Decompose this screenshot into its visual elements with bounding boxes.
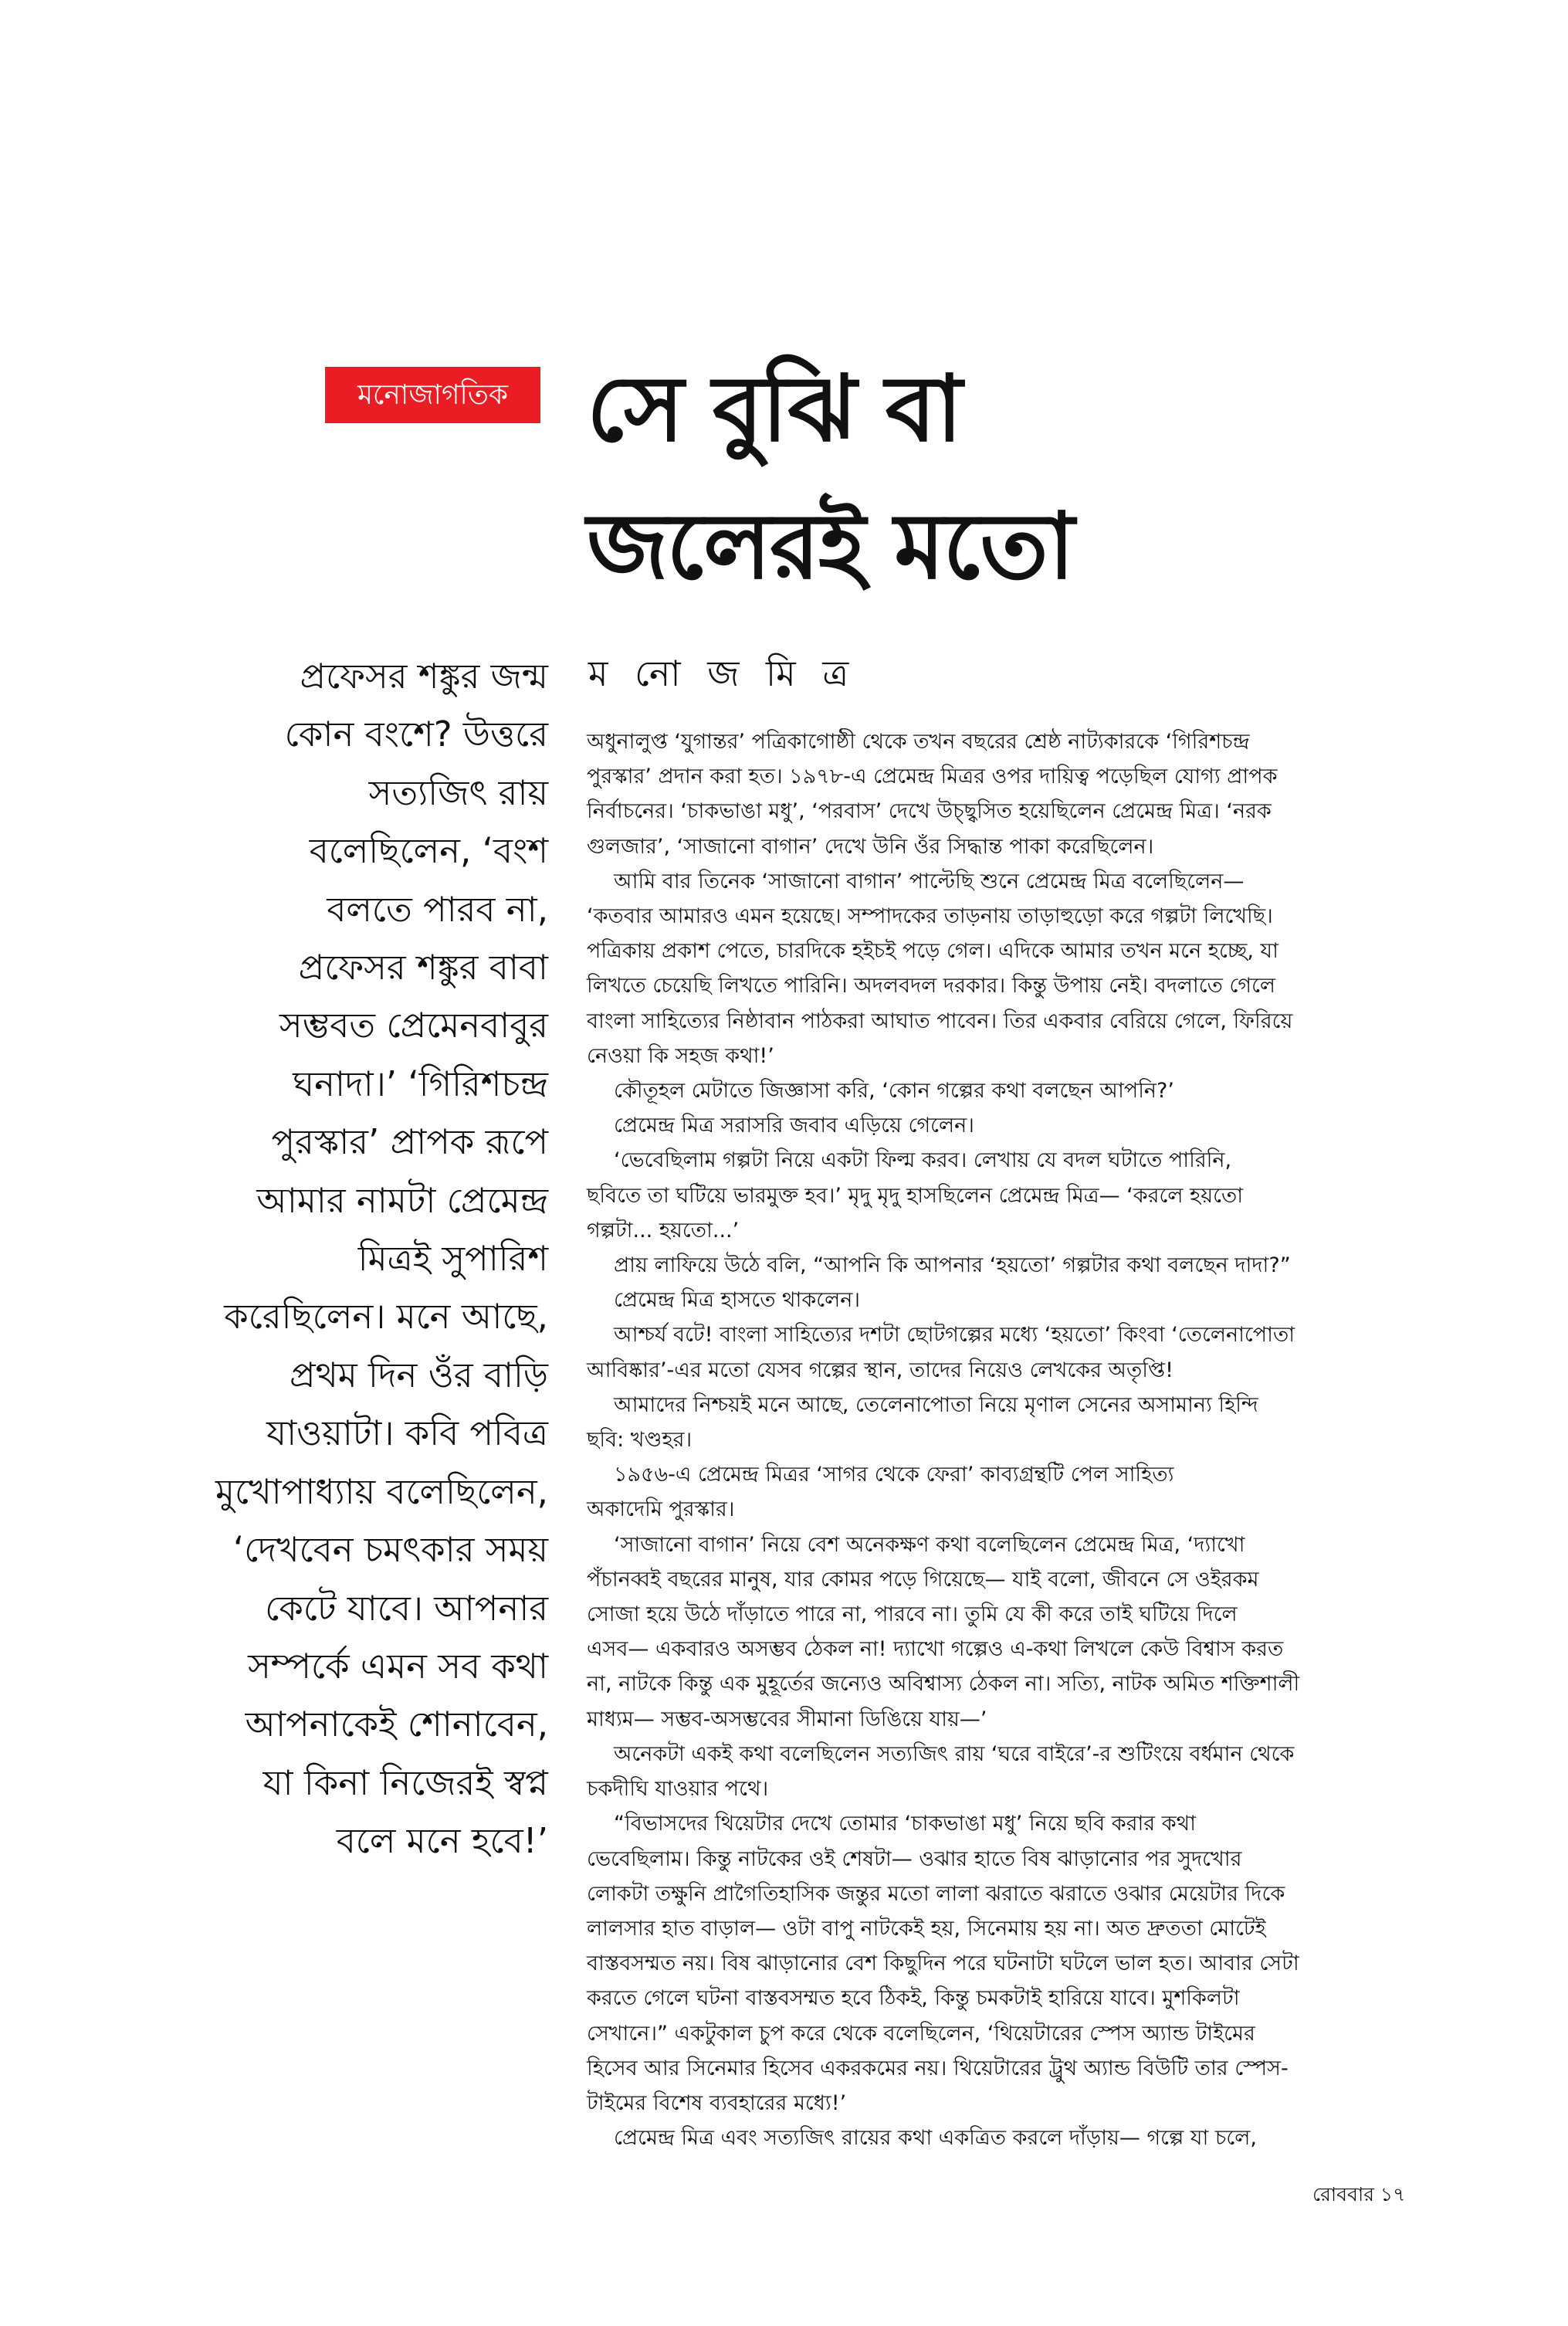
body-line: প্রায় লাফিয়ে উঠে বলি, “আপনি কি আপনার ‘হয়তো’ গল্পটার কথা বলছেন দাদা?” [614,1253,1291,1278]
section-label: মনোজাগতিক [325,367,540,423]
title-line-1: সে বুঝি বা [587,355,961,462]
body-line: অনেকটা একই কথা বলেছিলেন সত্যজিৎ রায় ‘ঘরে বাইরে’-র শুটিংয়ে বর্ধমান থেকে [614,1741,1295,1766]
body-line: করতে গেলে ঘটনা বাস্তবসম্মত হবে ঠিকই, কিন্তু চমকটাই হারিয়ে যাবে। মুশকিলটা [587,1986,1240,2011]
pull-quote-line: প্রফেসর শঙ্কুর জন্ম [300,656,548,697]
body-line: সেখানে।” একটুকাল চুপ করে থেকে বলেছিলেন, ‘থিয়েটারের স্পেস অ্যান্ড টাইমের [587,2021,1255,2046]
pull-quote-line: মুখোপাধ্যায় বলেছিলেন, [215,1470,548,1512]
body-line: পঁচানব্বই বছরের মানুষ, যার কোমর পড়ে গিয়েছে— যাই বলো, জীবনে সে ওইরকম [587,1567,1259,1592]
pull-quote-line: প্রফেসর শঙ্কুর বাবা [298,947,548,988]
body-line: চকদীঘি যাওয়ার পথে। [587,1777,769,1802]
pull-quote-line: আপনাকেই শোনাবেন, [245,1704,548,1745]
body-line: আশ্চর্য বটে! বাংলা সাহিত্যের দশটা ছোটগল্পের মধ্যে ‘হয়তো’ কিংবা ‘তেলেনাপোতা [614,1323,1295,1348]
body-line: ‘কতবার আমারও এমন হয়েছে। সম্পাদকের তাড়নায় তাড়াহুড়ো করে গল্পটা লিখেছি। [587,904,1273,929]
body-line: অধুনালুপ্ত ‘যুগান্তর’ পত্রিকাগোষ্ঠী থেকে তখন বছরের শ্রেষ্ঠ নাট্যকারকে ‘গিরিশচন্দ্র [587,730,1250,754]
pull-quote-line: পুরস্কার’ প্রাপক রূপে [271,1121,548,1163]
pull-quote-line: প্রথম দিন ওঁর বাড়ি [290,1354,548,1395]
pull-quote-line: মিত্রই সুপারিশ [357,1238,548,1280]
body-line: প্রেমেন্দ্র মিত্র সরাসরি জবাব এড়িয়ে গেলেন। [614,1114,974,1138]
author-byline: ম নো জ মি ত্র [588,653,857,694]
body-line: নেওয়া কি সহজ কথা!’ [587,1043,774,1068]
body-line: প্রেমেন্দ্র মিত্র হাসতে থাকলেন। [614,1288,860,1313]
pull-quote [116,647,548,1870]
body-line: আমাদের নিশ্চয়ই মনে আছে, তেলেনাপোতা নিয়ে মৃণাল সেনের অসামান্য হিন্দি [614,1392,1258,1417]
body-line: কৌতূহল মেটাতে জিজ্ঞাসা করি, ‘কোন গল্পের কথা বলছেন আপনি?’ [614,1079,1174,1104]
body-line: ১৯৫৬-এ প্রেমেন্দ্র মিত্রর ‘সাগর থেকে ফেরা’ কাব্যগ্রন্থটি পেল সাহিত্য [614,1463,1174,1487]
body-line: ‘ভেবেছিলাম গল্পটা নিয়ে একটা ফিল্ম করব। লেখায় যে বদল ঘটাতে পারিনি, [614,1148,1232,1173]
pull-quote-line: সম্পর্কে এমন সব কথা [248,1645,548,1687]
body-line: ছবি: খণ্ডহর। [587,1428,693,1453]
pull-quote-line: যাওয়াটা। কবি পবিত্র [266,1412,548,1454]
pull-quote-line: করেছিলেন। মনে আছে, [224,1296,548,1338]
body-line: গুলজার’, ‘সাজানো বাগান’ দেখে উনি ওঁর সিদ্ধান্ত পাকা করেছিলেন। [587,834,1154,859]
body-line: আবিষ্কার’-এর মতো যেসব গল্পের স্থান, তাদের নিয়েও লেখকের অতৃপ্তি! [587,1358,1173,1382]
pull-quote-line: সত্যজিৎ রায় [368,771,548,813]
body-line: বাংলা সাহিত্যের নিষ্ঠাবান পাঠকরা আঘাত পাবেন। তির একবার বেরিয়ে গেলে, ফিরিয়ে [587,1009,1293,1033]
pull-quote-line: যা কিনা নিজেরই স্বপ্ন [262,1761,548,1803]
body-line: ছবিতে তা ঘটিয়ে ভারমুক্ত হব।’ মৃদু মৃদু হাসছিলেন প্রেমেন্দ্র মিত্র— ‘করলে হয়তো [587,1183,1244,1208]
body-line: না, নাটকে কিন্তু এক মুহূর্তের জন্যেও অবিশ্বাস্য ঠেকল না। সত্যি, নাটক অমিত শক্তিশালী [587,1672,1300,1697]
body-line: পুরস্কার’ প্রদান করা হত। ১৯৭৮-এ প্রেমেন্দ্র মিত্রর ওপর দায়িত্ব পড়েছিল যোগ্য প্রাপক [587,765,1278,789]
pull-quote-line: কোন বংশে? উত্তরে [284,714,548,755]
body-line: নির্বাচনের। ‘চাকভাঙা মধু’, ‘পরবাস’ দেখে উচ্ছ্বসিত হয়েছিলেন প্রেমেন্দ্র মিত্র। ‘নরক [587,799,1272,824]
pull-quote-line: বলে মনে হবে!’ [336,1820,548,1862]
body-line: হিসেব আর সিনেমার হিসেব একরকমের নয়। থিয়েটারের ট্রুথ অ্যান্ড বিউটি তার স্পেস- [587,2056,1289,2080]
pull-quote-line: কেটে যাবে। আপনার [265,1587,548,1629]
body-line: মাধ্যম— সম্ভব-অসম্ভবের সীমানা ডিঙিয়ে যায়—’ [587,1707,987,1731]
body-line: এসব— একবারও অসম্ভব ঠেকল না! দ্যাখো গল্পেও এ-কথা লিখলে কেউ বিশ্বাস করত [587,1637,1284,1662]
body-line: ভেবেছিলাম। কিন্তু নাটকের ওই শেষটা— ওঝার হাতে বিষ ঝাড়ানোর পর সুদখোর [587,1846,1242,1871]
body-line: সোজা হয়ে উঠে দাঁড়াতে পারে না, পারবে না। তুমি যে কী করে তাই ঘটিয়ে দিলে [587,1602,1238,1627]
article-title [587,340,1282,615]
body-line: বাস্তবসম্মত নয়। বিষ ঝাড়ানোর বেশ কিছুদিন পরে ঘটনাটা ঘটলে ভাল হত। আবার সেটা [587,1951,1299,1976]
body-line: লোকটা তক্ষুনি প্রাগৈতিহাসিক জন্তুর মতো লালা ঝরাতে ঝরাতে ওঝার মেয়েটার দিকে [587,1881,1285,1906]
page-number: রোববার ১৭ [1312,2183,1406,2206]
pull-quote-line: সম্ভবত প্রেমেনবাবুর [279,1005,548,1046]
body-line: “বিভাসদের থিয়েটার দেখে তোমার ‘চাকভাঙা মধু’ নিয়ে ছবি করার কথা [614,1812,1196,1836]
pull-quote-line: বলেছিলেন, ‘বংশ [309,830,548,872]
pull-quote-line: বলতে পারব না, [327,888,548,930]
pull-quote-line: আমার নামটা প্রেমেন্দ্র [256,1179,548,1221]
title-line-2: জলেরই মতো [587,493,1073,599]
pull-quote-line: ঘনাদা।’ ‘গিরিশচন্দ্র [293,1063,548,1104]
body-line: অকাদেমি পুরস্কার। [587,1497,735,1522]
body-line: লালসার হাত বাড়াল— ওটা বাপু নাটকেই হয়, সিনেমায় হয় না। অত দ্রুততা মোটেই [587,1916,1266,1941]
body-line: টাইমের বিশেষ ব্যবহারের মধ্যে!’ [587,2090,847,2115]
body-line: প্রেমেন্দ্র মিত্র এবং সত্যজিৎ রায়ের কথা একত্রিত করলে দাঁড়ায়— গল্পে যা চলে, [614,2126,1257,2151]
article-body [587,724,1413,2155]
body-line: আমি বার তিনেক ‘সাজানো বাগান’ পাল্টেছি শুনে প্রেমেন্দ্র মিত্র বলেছিলেন— [614,869,1245,893]
body-line: ‘সাজানো বাগান’ নিয়ে বেশ অনেকক্ষণ কথা বলেছিলেন প্রেমেন্দ্র মিত্র, ‘দ্যাখো [614,1532,1245,1557]
body-line: লিখতে চেয়েছি লিখতে পারিনি। অদলবদল দরকার। কিন্তু উপায় নেই। বদলাতে গেলে [587,974,1276,999]
body-line: পত্রিকায় প্রকাশ পেতে, চারদিকে হইচই পড়ে গেল। এদিকে আমার তখন মনে হচ্ছে, যা [587,939,1278,964]
pull-quote-line: ‘দেখবেন চমৎকার সময় [232,1529,548,1571]
body-line: গল্পটা... হয়তো...’ [587,1218,740,1243]
